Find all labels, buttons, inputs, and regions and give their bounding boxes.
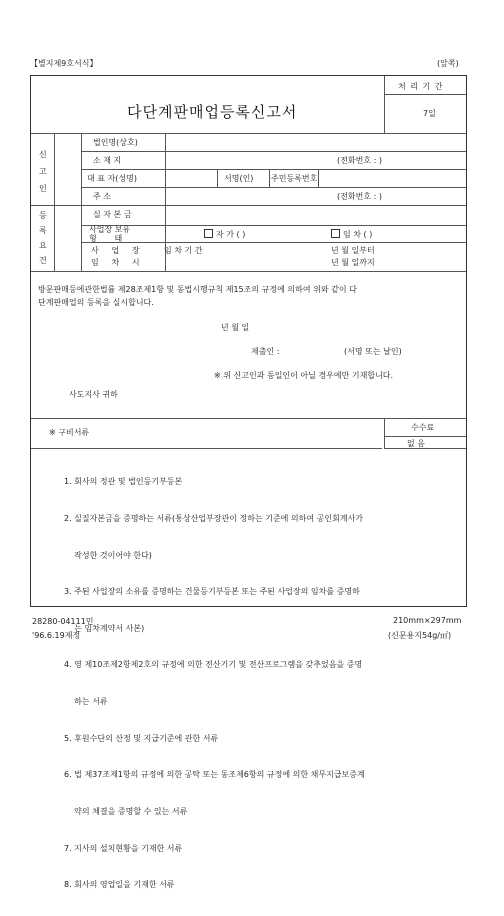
docs-item: 4. 영 제10조제2항제2호의 규정에 의한 전산기기 및 전산프로그램을 갖추었음을 증명 (64, 660, 363, 670)
enactment-date: '96.6.19제정 (32, 631, 81, 640)
processing-period-value: 7일 (423, 109, 436, 118)
requirements-group-label: 등 록 요 건 (39, 211, 47, 265)
statement-line-2: 단계판매업의 등록을 실시합니다. (38, 298, 154, 307)
corp-name-label: 법인명(상호) (93, 138, 138, 147)
statement-line-1: 방문판매등에관한법률 제28조제1항 및 동법시행규칙 제15조의 규정에 의하여 위와 같이 다 (38, 285, 357, 294)
lease-option[interactable]: 임 차 ( ) (331, 229, 372, 240)
docs-item: 하는 서류 (64, 697, 108, 707)
address-label: 소 재 지 (93, 156, 122, 165)
signature-label: 서명(인) (224, 174, 254, 183)
docs-item: 3. 주된 사업장의 소유를 증명하는 건물등기부등본 또는 주된 사업장의 임차를 증명하 (64, 587, 360, 597)
applicant-group-label: 신 고 인 (39, 150, 47, 193)
docs-item: 약의 체결을 증명할 수 있는 서류 (64, 806, 188, 816)
docs-item: 7. 지사의 설치현황을 기재한 서류 (64, 843, 183, 853)
fee-label: 수수료 (411, 423, 435, 432)
phone-field-2: (전화번호 : ) (337, 192, 382, 201)
home-address-label: 주 소 (93, 192, 111, 201)
capital-label: 실 자 본 금 (93, 210, 132, 219)
period-from: 년 월 일부터 (331, 246, 375, 255)
lease-checkbox[interactable] (331, 229, 340, 238)
docs-item: 6. 법 제37조제1항의 규정에 의한 공탁 또는 동조제6항의 규정에 의한 채무지급보증계 (64, 770, 365, 780)
docs-title: ※ 구비서류 (49, 428, 90, 437)
docs-item: 2. 실질자본금을 증명하는 서류(통상산업부장관이 정하는 기준에 의하여 공인회계사가 (64, 514, 364, 524)
representative-label: 대 표 자(성명) (87, 174, 137, 183)
phone-field-1: (전화번호 : ) (337, 156, 382, 165)
identity-note: ※ 위 신고인과 동일인이 아닐 경우에만 기재합니다. (214, 371, 394, 380)
addressee: 사도지사 귀하 (69, 390, 118, 399)
form-number: 【별지제9호서식】 (30, 59, 98, 68)
docs-item: 1. 회사의 정관 및 법인등기부등본 (64, 477, 183, 487)
page-side: (앞쪽) (437, 59, 459, 68)
paper-type: (신문용지54g/㎡) (388, 631, 452, 640)
form-code: 28280-04111민 (32, 617, 94, 626)
submission-date: 년 월 일 (221, 323, 250, 332)
own-checkbox[interactable] (204, 229, 213, 238)
paper-size: 210mm×297mm (393, 616, 462, 625)
docs-list (64, 452, 365, 916)
rrn-label: 주민등록번호 (271, 174, 318, 183)
lease-period-label: 임 차 기 간 (164, 246, 203, 255)
reporter-sign: (서명 또는 날인) (344, 347, 402, 356)
form-title: 다단계판매업등록신고서 (127, 103, 298, 121)
own-option[interactable]: 자 가 ( ) (204, 229, 245, 240)
docs-item: 는 임차계약서 사본) (64, 623, 145, 633)
docs-item: 8. 회사의 영업일을 기재한 서류 (64, 880, 175, 890)
reporter-label: 제출인 : (251, 347, 280, 356)
fee-value: 없 음 (407, 439, 425, 448)
docs-item: 작성한 것이어야 한다) (64, 550, 152, 560)
site-lease-label: 사 업 장 임 차 시 (91, 246, 140, 267)
processing-period-label: 처 리 기 간 (398, 82, 444, 91)
docs-item: 5. 후원수단의 산정 및 지급기준에 관한 서류 (64, 733, 219, 743)
ownership-label: 사업장 보유 형 태 (89, 225, 131, 243)
period-to: 년 월 일까지 (331, 258, 375, 267)
